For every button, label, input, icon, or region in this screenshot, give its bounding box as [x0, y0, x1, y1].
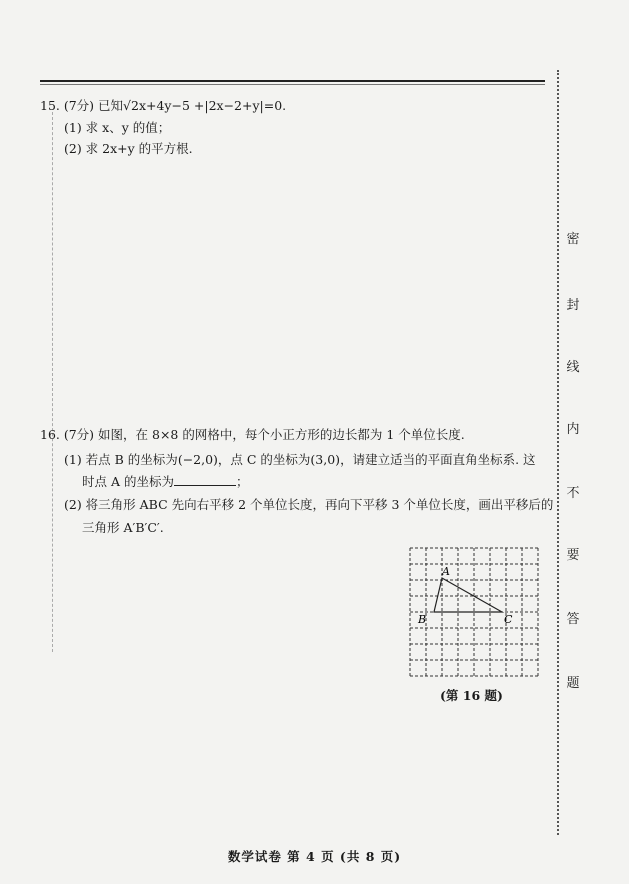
header-rule-thin: [40, 84, 545, 85]
seal-char: 线: [566, 360, 580, 375]
q15-part2: (2) 求 2x+y 的平方根.: [64, 141, 193, 156]
q15-title-text: 15. (7分) 已知√2x+4y−5 +|2x−2+y|=0.: [40, 98, 287, 113]
page-footer: 数学试卷 第 4 页 (共 8 页): [227, 849, 402, 864]
q16-title: 16. (7分) 如图，在 8×8 的网格中，每个小正方形的边长都为 1 个单位长度.: [40, 427, 465, 442]
seal-char: 题: [566, 676, 580, 691]
point-c-label: C: [504, 613, 513, 626]
seal-char: 密: [566, 232, 580, 247]
q16-part1-line2: [82, 472, 249, 492]
q15-part1: (1) 求 x、y 的值；: [64, 120, 171, 135]
point-b-label: B: [418, 613, 427, 626]
q16-part1-line2-text: 时点 A 的坐标为: [82, 474, 174, 489]
q15-title: [40, 96, 286, 116]
q16-part2-line1: (2) 将三角形 ABC 先向右平移 2 个单位长度，再向下平移 3 个单位长度，画出平移后的: [64, 497, 554, 512]
q16-part1-line2-end: ；: [235, 474, 249, 489]
margin-line: [52, 112, 54, 652]
seal-char: 不: [566, 486, 580, 501]
seal-char: 内: [566, 422, 580, 437]
seal-char: 要: [566, 548, 580, 563]
q16-part2-line2: 三角形 A′B′C′.: [82, 520, 164, 535]
header-rule: [40, 80, 545, 82]
triangle-abc: [434, 578, 502, 612]
figure-caption: (第 16 题): [440, 688, 503, 703]
seal-dotted-line: [557, 70, 559, 835]
q16-part1-line1: (1) 若点 B 的坐标为(−2,0)，点 C 的坐标为(3,0)，请建立适当的平面直角坐标系. 这: [64, 452, 536, 467]
seal-char: 答: [566, 612, 580, 627]
grid-figure: [406, 544, 542, 680]
answer-blank[interactable]: [174, 473, 236, 486]
point-a-label: A: [442, 565, 450, 578]
seal-char: 封: [566, 298, 580, 313]
